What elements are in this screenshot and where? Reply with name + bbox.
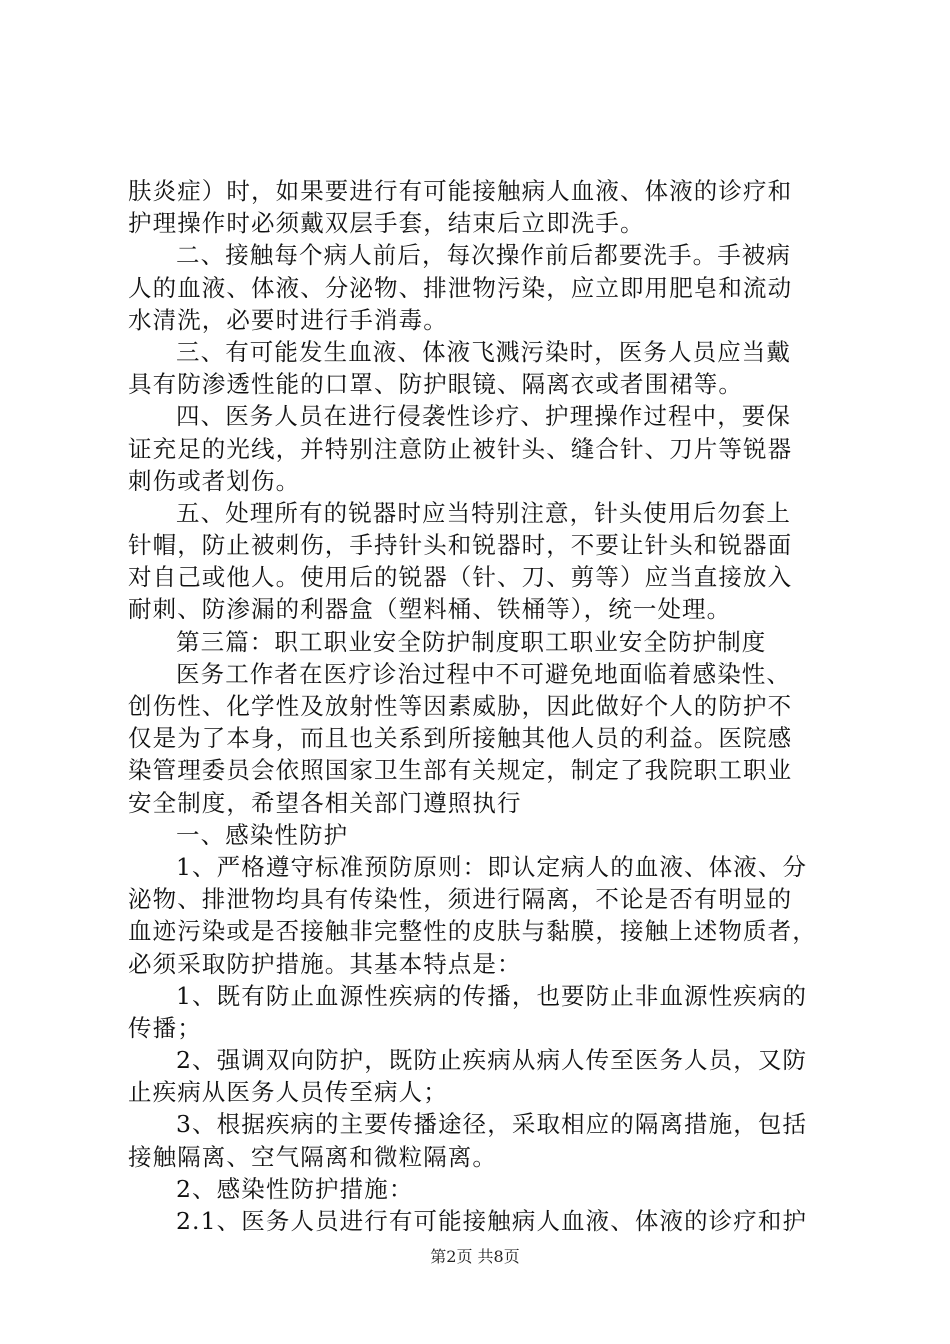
text-line: 肤炎症）时，如果要进行有可能接触病人血液、体液的诊疗和: [128, 177, 793, 205]
text-line: 医务工作者在医疗诊治过程中不可避免地面临着感染性、: [176, 659, 791, 688]
text-line: 三、有可能发生血液、体液飞溅污染时，医务人员应当戴: [176, 337, 791, 366]
text-line: 必须采取防护措施。其基本特点是：: [128, 949, 522, 978]
text-line: 血迹污染或是否接触非完整性的皮肤与黏膜，接触上述物质者，: [128, 917, 817, 946]
text-line: 四、医务人员在进行侵袭性诊疗、护理操作过程中，要保: [176, 402, 791, 431]
text-line: 染管理委员会依照国家卫生部有关规定，制定了我院职工职业: [128, 756, 793, 785]
text-line: 安全制度，希望各相关部门遵照执行: [128, 788, 522, 817]
document-body: [128, 175, 838, 1237]
page-footer: 第2页 共8页: [430, 1247, 520, 1266]
text-line: 刺伤或者划伤。: [128, 466, 301, 495]
text-line: 止疾病从医务人员传至病人；: [128, 1078, 448, 1107]
text-line: 1、严格遵守标准预防原则：即认定病人的血液、体液、分: [176, 852, 808, 881]
text-line: 证充足的光线，并特别注意防止被针头、缝合针、刀片等锐器: [128, 434, 793, 463]
text-line: 1、既有防止血源性疾病的传播，也要防止非血源性疾病的: [176, 981, 808, 1010]
text-line: 传播；: [128, 1013, 202, 1042]
text-line: 泌物、排泄物均具有传染性，须进行隔离，不论是否有明显的: [128, 885, 793, 914]
text-line: 第三篇：职工职业安全防护制度职工职业安全防护制度: [176, 627, 767, 656]
text-line: 仅是为了本身，而且也关系到所接触其他人员的利益。医院感: [128, 724, 793, 753]
text-line: 接触隔离、空气隔离和微粒隔离。: [128, 1142, 497, 1171]
text-line: 创伤性、化学性及放射性等因素威胁，因此做好个人的防护不: [128, 692, 793, 720]
text-line: 2、感染性防护措施：: [176, 1174, 414, 1203]
text-line: 针帽，防止被刺伤，手持针头和锐器时，不要让针头和锐器面: [128, 531, 793, 560]
text-line: 护理操作时必须戴双层手套，结束后立即洗手。: [128, 209, 645, 238]
text-line: 水清洗，必要时进行手消毒。: [128, 305, 448, 334]
text-line: 对自己或他人。使用后的锐器（针、刀、剪等）应当直接放入: [128, 563, 793, 592]
text-line: 人的血液、体液、分泌物、排泄物污染，应立即用肥皂和流动: [128, 273, 793, 302]
text-line: 耐刺、防渗漏的利器盒（塑料桶、铁桶等），统一处理。: [128, 595, 732, 624]
text-line: 五、处理所有的锐器时应当特别注意，针头使用后勿套上: [176, 498, 791, 527]
text-line: 二、接触每个病人前后，每次操作前后都要洗手。手被病: [176, 241, 791, 270]
text-line: 2、强调双向防护，既防止疾病从病人传至医务人员，又防: [176, 1046, 808, 1075]
text-line: 具有防渗透性能的口罩、防护眼镜、隔离衣或者围裙等。: [128, 370, 743, 399]
text-line: 一、感染性防护: [176, 820, 349, 849]
text-line: 3、根据疾病的主要传播途径，采取相应的隔离措施，包括: [176, 1110, 808, 1139]
text-line: 2.1、医务人员进行有可能接触病人血液、体液的诊疗和护: [176, 1207, 808, 1235]
